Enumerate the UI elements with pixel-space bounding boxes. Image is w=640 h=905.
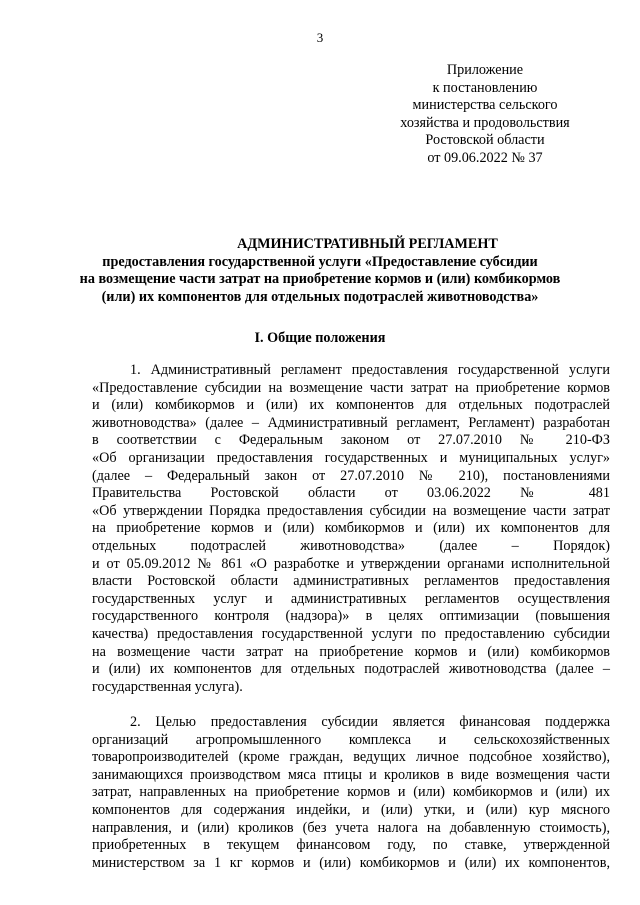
- appendix-line: министерства сельского: [412, 97, 558, 113]
- paragraph-line: затрат, направленных на приобретение кормов и (или) комбикормов и (или) их: [92, 784, 610, 801]
- paragraph-line: 1. Административный регламент предоставления государственной услуги: [130, 362, 610, 378]
- section-heading: I. Общие положения: [254, 330, 386, 346]
- paragraph-line: и от 05.09.2012 № 861 «О разработке и утверждении органами исполнительной: [92, 555, 610, 572]
- appendix-line: от 09.06.2022 № 37: [427, 149, 543, 166]
- paragraph-line: в соответствии с Федеральным законом от 27.07.2010 № 210-ФЗ: [92, 432, 610, 449]
- paragraph-line: на приобретение кормов и (или) комбикормов и (или) их компонентов для: [92, 520, 610, 537]
- appendix-line: Ростовской области: [425, 132, 545, 148]
- paragraph-line: отдельных подотраслей животноводства» (далее – Порядок): [92, 537, 610, 554]
- paragraph-line: (далее – Федеральный закон от 27.07.2010 № 210), постановлениями: [92, 467, 610, 484]
- title-line: на возмещение части затрат на приобретение кормов и (или) комбикормов: [79, 271, 561, 288]
- page-number: 3: [316, 30, 324, 45]
- document-title: [0, 236, 640, 306]
- appendix-block: [380, 62, 590, 167]
- paragraph-line: власти Ростовской области административных регламентов предоставления: [92, 573, 610, 590]
- paragraph-line: «Об утверждении Порядка предоставления субсидии на возмещение части затрат: [92, 502, 610, 519]
- paragraph-line: «Предоставление субсидии на возмещение части затрат на приобретение кормов: [92, 379, 610, 396]
- paragraph-line: качества) предоставления государственной услуги по предоставлению субсидии: [92, 625, 610, 642]
- paragraph-line: занимающихся производством мяса птицы и кроликов в виде возмещения части: [92, 766, 610, 783]
- paragraph-line: и (или) их компонентов для отдельных подотраслей животноводства (далее –: [92, 661, 610, 678]
- paragraph-line: государственных услуг и административных регламентов осуществления: [92, 590, 610, 607]
- appendix-line: к постановлению: [432, 79, 538, 96]
- paragraph-line: направления, и (или) кроликов (без учета налога на добавленную стоимость),: [92, 819, 610, 836]
- appendix-line: Приложение: [446, 62, 524, 78]
- paragraph-line: государственная услуга).: [92, 678, 243, 695]
- title-line: предоставления государственной услуги «Предоставление субсидии: [102, 253, 538, 270]
- paragraph-line: и (или) комбикормов и (или) их компонентов для отдельных подотраслей: [92, 397, 610, 414]
- paragraph-line: государственного контроля (надзора)» в целях оптимизации (повышения: [92, 608, 610, 625]
- title-main: АДМИНИСТРАТИВНЫЙ РЕГЛАМЕНТ: [237, 236, 498, 252]
- paragraph-line: товаропроизводителей (кроме граждан, ведущих личное подсобное хозяйство),: [92, 749, 610, 766]
- appendix-line: хозяйства и продовольствия: [400, 114, 570, 131]
- paragraph-line: Правительства Ростовской области от 03.06.2022 № 481: [92, 485, 610, 502]
- paragraph-line: 2. Целью предоставления субсидии является финансовая поддержка: [130, 714, 610, 730]
- paragraph-line: организаций агропромышленного комплекса и сельскохозяйственных: [92, 731, 610, 748]
- paragraph-1: [92, 362, 610, 696]
- title-line: (или) их компонентов для отдельных подотраслей животноводства»: [101, 288, 539, 305]
- paragraph-line: животноводства» (далее – Административный регламент, Регламент) разработан: [92, 414, 610, 431]
- paragraph-2: [92, 714, 610, 872]
- paragraph-line: компонентов для содержания индейки, и (или) утки, и (или) кур мясного: [92, 801, 610, 818]
- paragraph-line: «Об организации предоставления государственных и муниципальных услуг»: [92, 449, 610, 466]
- paragraph-line: на возмещение части затрат на приобретение кормов и (или) комбикормов: [92, 643, 610, 660]
- paragraph-line: министерством за 1 кг кормов и (или) комбикормов и (или) их компонентов,: [92, 854, 610, 871]
- paragraph-line: приобретенных в текущем финансовом году, по ставке, утвержденной: [92, 837, 610, 854]
